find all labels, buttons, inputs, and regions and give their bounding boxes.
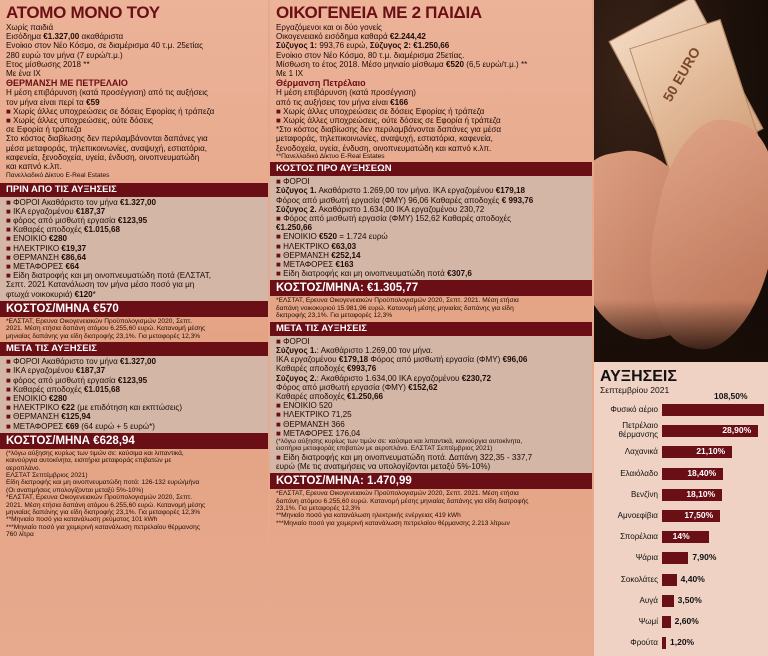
- cost-item: ■ ΜΕΤΑΦΟΡΕΣ €163: [270, 260, 592, 269]
- cost-item: ■ Είδη διατροφής και μη οινοπνευματώδη ποτά (ΕΛΣΤΑΤ,: [0, 271, 268, 280]
- cost-item: ■ ΗΛΕΚΤΡΙΚΟ €22 (με επιδότηση και εκπτώσεις): [0, 403, 268, 412]
- single-before-section: [0, 183, 268, 301]
- chart-category-label: Λαχανικά: [624, 447, 658, 457]
- increases-chart: [594, 362, 768, 656]
- heating-line: Η μέση επιβάρυνση (κατά προσέγγιση) από τις αυξήσεις: [6, 88, 208, 98]
- chart-value-label: 7,90%: [692, 552, 717, 563]
- chart-row: [594, 487, 768, 503]
- cost-item: ■ φόρος από μισθωτή εργασία €123,95: [0, 376, 268, 385]
- cost-item: ■ ΜΕΤΑΦΟΡΕΣ €64: [0, 262, 268, 271]
- chart-category-label: Φυσικό αέριο: [610, 405, 658, 414]
- chart-row: [594, 508, 768, 524]
- chart-value-label: 4,40%: [680, 573, 705, 584]
- chart-value-label: 3,50%: [677, 594, 702, 605]
- family-column: [270, 0, 592, 656]
- heating-line: σε Εφορία ή τράπεζα: [6, 125, 82, 135]
- footnote-line: δαπάνη ατόμου 6.255,60 ευρώ. Κατανομή μέσης μηνιαίας δαπάνης για είδη διατροφής: [276, 497, 529, 505]
- footnote-line: (*λόγω αύξησης κυρίως των τιμών σε: καύσιμα και λιπαντικά, καινούργια αυτοκίνητα,: [276, 437, 523, 445]
- footnote-line: **Μηνιαίο ποσό για κατανάλωση ρεύματος 101 kWh: [6, 516, 158, 524]
- chart-category-label: Πετρέλαιο θέρμανσης: [618, 421, 658, 440]
- intro-line: Εργαζόμενοι και οι δύο γονείς: [276, 23, 382, 32]
- cost-item: ■ Καθαρές αποδοχές €1.015,68: [0, 225, 268, 234]
- family-cost-before-note: [270, 297, 592, 321]
- single-cost-before-note: [0, 318, 268, 342]
- chart-category-label: Αμνοεφίβια: [617, 511, 658, 520]
- footnote-line: μηνιαίας δαπάνης για είδη διατροφής 23,1%. Για μεταφορές 12,3%: [6, 332, 201, 340]
- family-before-band: ΚΟΣΤΟΣ ΠΡΟ ΑΥΞΗΣΕΩΝ: [270, 162, 592, 176]
- cost-line: Φόρος από μισθωτή εργασία (ΦΜΥ) €152,62: [276, 382, 438, 392]
- chart-row: [594, 614, 768, 630]
- cost-line: €1.250,66: [276, 223, 313, 233]
- wallet-photo: [594, 0, 768, 362]
- chart-value-label: 18,40%: [687, 467, 717, 478]
- family-cost-after-band: ΚΟΣΤΟΣ/ΜΗΝΑ: 1.470,99: [270, 473, 592, 489]
- chart-row: [594, 635, 768, 651]
- chart-category-label: Ψωμί: [638, 617, 658, 626]
- family-before-list: [270, 177, 592, 280]
- chart-bar: [662, 637, 666, 649]
- cost-item: ■ Είδη διατροφής και μη οινοπνευματώδη ποτά €307,6: [270, 269, 592, 278]
- chart-row: [594, 593, 768, 609]
- cost-line: φτωχά νοικοκυριά) €120*: [6, 289, 96, 299]
- chart-category-label: Αυγά: [639, 595, 658, 605]
- footnote-line: *ΕΛΣΤΑΤ, Ερευνα Οικογενειακών Προϋπολογισμών 2020, Σεπτ. 2021. Μέση ετήσια: [276, 490, 519, 498]
- single-after-band: ΜΕΤΑ ΤΙΣ ΑΥΞΗΣΕΙΣ: [0, 342, 268, 356]
- chart-bar: [662, 574, 677, 586]
- heating-item: ■ Χωρίς άλλες υποχρεώσεις σε δόσεις Εφορίας ή τράπεζα: [0, 107, 268, 116]
- single-cost-after-note: [0, 450, 268, 539]
- chart-row: [594, 391, 768, 418]
- intro-line: Σύζυγος 1: 993,76 ευρώ, Σύζυγος 2: €1.250,66: [276, 41, 450, 51]
- cost-item: ■ ΗΛΕΚΤΡΙΚΟ €63,03: [270, 242, 592, 251]
- chart-value-label: 21,10%: [696, 446, 726, 457]
- chart-row: [594, 466, 768, 482]
- heating-line: Στο κόστος διαβίωσης δεν περιλαμβάνονται δαπάνες για: [6, 134, 208, 144]
- chart-bar: [662, 404, 764, 416]
- single-cost-after-band: ΚΟΣΤΟΣ/ΜΗΝΑ €628,94: [0, 433, 268, 449]
- family-heating-title: Θέρμανση Πετρέλαιο: [276, 78, 366, 89]
- chart-bar: [662, 552, 688, 564]
- cost-line: Φόρος από μισθωτή εργασία (ΦΜΥ) 96,06 Καθαρές αποδοχές € 993,76: [276, 195, 534, 205]
- heating-item: ■ Χωρίς άλλες υποχρεώσεις, ούτε δόσεις σε Εφορία ή τράπεζα: [270, 116, 592, 125]
- chart-title: ΑΥΞΗΣΕΙΣ: [600, 368, 677, 385]
- single-source: Πανελλαδικό Δίκτυο E-Real Estates: [6, 172, 110, 180]
- single-before-band: ΠΡΙΝ ΑΠΟ ΤΙΣ ΑΥΞΗΣΕΙΣ: [0, 183, 268, 197]
- chart-value-label: 2,60%: [674, 616, 699, 626]
- chart-bar: [662, 595, 674, 607]
- footnote-line: Είδη διατροφής και μη οινοπνευματώδη ποτά: 126-132 ευρώ/μήνα: [6, 479, 200, 487]
- intro-line: Οικογενειακό εισόδημα καθαρά €2.244,42: [276, 32, 426, 42]
- cost-line: Σύζυγος 2. Ακαθάριστο 1.634,00 ΙΚΑ εργαζομένου 230,72: [276, 204, 485, 214]
- chart-row: [594, 529, 768, 545]
- heating-line: τον μήνα είναι περί τα €59: [6, 97, 100, 107]
- intro-line: Μίσθωση το έτος 2018. Μέσο μηνιαίο μίσθωμα €520 (6,5 ευρώ/τ.μ.) **: [276, 59, 528, 69]
- cost-item: ■ ΘΕΡΜΑΝΣΗ €125,94: [0, 412, 268, 421]
- footnote-line: *ΕΛΣΤΑΤ, Ερευνα Οικογενειακών Προϋπολογισμών 2020, Σεπτ.: [6, 317, 193, 325]
- single-person-column: [0, 0, 268, 656]
- single-cost-before-band: ΚΟΣΤΟΣ/ΜΗΝΑ €570: [0, 301, 268, 317]
- cost-item: ■ ΙΚΑ εργαζομένου €187,37: [0, 366, 268, 375]
- cost-line: ευρώ (Με τις ανατιμήσεις να υπολογίζονται μεταξύ 5%-10%): [276, 461, 491, 471]
- footnote-line: ***Μηνιαίο ποσό για χειμερινή κατανάλωση πετρελαίου θέρμανσης 2.213 λίτρων: [276, 519, 510, 527]
- heating-line: και καπνό κ.λπ.: [6, 162, 62, 172]
- chart-row: [594, 444, 768, 460]
- footnote-line: αεροπλάνο.: [6, 464, 41, 472]
- chart-row: [594, 572, 768, 588]
- family-cost-before-band: ΚΟΣΤΟΣ/ΜΗΝΑ: €1.305,77: [270, 280, 592, 296]
- family-cost-after-note: [270, 490, 592, 527]
- intro-line: Ενοίκιο στον Νέο Κόσμο, 80 τ.μ. διαμέρισμα 25ετίας.: [276, 50, 465, 60]
- cost-item: ■ ΕΝΟΙΚΙΟ €280: [0, 394, 268, 403]
- intro-line: Εισόδημα €1.327,00 ακαθάριστα: [6, 32, 124, 42]
- family-after-band: ΜΕΤΑ ΤΙΣ ΑΥΞΗΣΕΙΣ: [270, 322, 592, 336]
- family-before-section: [270, 162, 592, 280]
- cost-item: ■ ΗΛΕΚΤΡΙΚΟ 71,25: [270, 410, 592, 419]
- intro-line: Με 1 ΙΧ: [276, 69, 303, 79]
- footnote-line: (Οι ανατιμήσεις υπολογίζονται μεταξύ 5%-10%): [6, 486, 144, 494]
- wallet-shadow: [594, 300, 768, 362]
- cost-item: ■ ΕΝΟΙΚΙΟ €280: [0, 234, 268, 243]
- cost-item: ■ Καθαρές αποδοχές €1.015,68: [0, 385, 268, 394]
- banknote-label: 50 EURO: [659, 44, 704, 105]
- intro-line: Χωρίς παιδιά: [6, 23, 54, 32]
- single-before-list: [0, 198, 268, 301]
- cost-item: ■ ΦΟΡΟΙ Ακαθάριστο τον μήνα €1.327,00: [0, 198, 268, 207]
- family-source: **Πανελλαδικό Δίκτυο E-Real Estates: [276, 152, 385, 160]
- cost-item: ■ ΕΝΟΙΚΙΟ €520 = 1.724 ευρώ: [270, 232, 592, 241]
- cost-line: Καθαρές αποδοχές €993,76: [276, 364, 377, 374]
- cost-item: ■ ΦΟΡΟΙ: [270, 177, 592, 186]
- cost-item: ■ ΗΛΕΚΤΡΙΚΟ €19,37: [0, 244, 268, 253]
- intro-line: Ετος μίσθωσης 2018 **: [6, 59, 90, 69]
- single-after-section: [0, 342, 268, 433]
- cost-item: ■ ΘΕΡΜΑΝΣΗ 366: [270, 420, 592, 429]
- single-heating-block: [0, 88, 268, 171]
- cost-line: Σύζυγος 1. Ακαθάριστο 1.269,00 τον μήνα. ΙΚΑ εργαζομένου €179,18: [276, 186, 526, 196]
- chart-value-label: 14%: [672, 531, 690, 542]
- right-column: [594, 0, 768, 656]
- family-heating-block: [270, 88, 592, 152]
- heating-line: Η μέση επιβάρυνση (κατά προσέγγιση): [276, 88, 416, 98]
- family-after-list: [270, 337, 592, 473]
- heating-item: ■ Χωρίς άλλες υποχρεώσεις, ούτε δόσεις: [0, 116, 268, 125]
- footnote-line: καινούργια αυτοκίνητα, εισιτήρια μεταφοράς επιβατών με: [6, 457, 172, 465]
- footnote-line: ***Μηνιαίο ποσό για χειμερινή κατανάλωση πετρελαίου θέρμανσης: [6, 523, 201, 531]
- single-heating-title: ΘΕΡΜΑΝΣΗ ΜΕ ΠΕΤΡΕΛΑΙΟ: [6, 78, 128, 89]
- footnote-line: **Μηνιαίο ποσό για κατανάλωση ηλεκτρικής ενέργειας 419 kWh: [276, 512, 461, 520]
- cost-item: ■ ΦΟΡΟΙ: [270, 337, 592, 346]
- cost-line: Καθαρές αποδοχές €1.250,66: [276, 391, 383, 401]
- heating-line: ξενοδοχεία, υγεία, ένδυση, οινοπνευματώδη και καπνό κ.λπ.: [276, 143, 492, 153]
- single-intro: [0, 23, 268, 78]
- cost-line: ΙΚΑ εργαζομένου €179,18 Φόρος από μισθωτή εργασία (ΦΜΥ) €96,06: [276, 355, 528, 365]
- heating-line: μεταφοράς, τηλεπικοινωνίες, αναψυχή, εστιατόρια, καφενεία,: [276, 134, 493, 144]
- chart-value-label: 1,20%: [670, 637, 695, 648]
- footnote-line: 2021. Μέση ετήσια δαπάνη ατόμου 6.255,60 ευρώ. Κατανομή μέσης: [6, 325, 206, 333]
- footnote-line: 2021. Μέση ετήσια δαπάνη ατόμου 6.255,60 ευρώ. Κατανομή μέσης: [6, 501, 206, 509]
- cost-line: Σύζυγος 2.: Ακαθάριστο 1.634,00 ΙΚΑ εργαζομένου €230,72: [276, 373, 491, 383]
- chart-category-label: Σπορέλαια: [620, 532, 658, 542]
- footnote-line: δαπάνη νοικοκυριού 15.981,96 ευρώ. Κατανομή μέσης μηνιαίας δαπάνης για είδη: [276, 304, 514, 312]
- chart-category-label: Βενζίνη: [631, 489, 658, 499]
- cost-item: ■ ΕΝΟΙΚΙΟ 520: [270, 401, 592, 410]
- cost-line: Σεπτ. 2021 Κατανάλωση τον μήνα μέσο ποσό για μη: [6, 280, 195, 290]
- footnote-line: διατροφής 23,1%. Για μεταφορές 12,3%: [276, 312, 393, 320]
- chart-row: [594, 550, 768, 566]
- chart-category-label: Φρούτα: [630, 638, 658, 648]
- cost-item: ■ ΜΕΤΑΦΟΡΕΣ €69 (64 ευρώ + 5 ευρώ*): [0, 422, 268, 431]
- heating-line: από τις αυξήσεις τον μήνα είναι €166: [276, 97, 409, 107]
- cost-item: ■ ΦΟΡΟΙ Ακαθάριστο τον μήνα €1.327,00: [0, 357, 268, 366]
- family-title: ΟΙΚΟΓΕΝΕΙΑ ΜΕ 2 ΠΑΙΔΙΑ: [276, 3, 482, 22]
- chart-category-label: Σοκολάτες: [620, 574, 658, 584]
- chart-category-label: Ελαιόλαδο: [620, 468, 658, 478]
- heating-line: *Στο κόστος διαβίωσης δεν περιλαμβάνονται δαπάνες για μέσα: [276, 125, 502, 135]
- chart-value-label: 17,50%: [684, 510, 714, 520]
- chart-value-label: 18,10%: [686, 488, 716, 499]
- cost-item: ■ ΜΕΤΑΦΟΡΕΣ 176,04: [270, 429, 592, 438]
- family-intro: [270, 23, 592, 78]
- cost-item: ■ Είδη διατροφής και μη οινοπνευματώδη ποτά. Δαπάνη 322,35 - 337,7: [270, 453, 592, 462]
- footnote-line: μηνιαίας δαπάνης για είδη διατροφής 23,1%. Για μεταφορές 12,3%: [6, 508, 201, 516]
- intro-line: Με ένα ΙΧ: [6, 69, 41, 79]
- footnote-line: 760 λίτρα: [6, 531, 34, 539]
- footnote-line: 23,1%. Για μεταφορές 12,3%: [276, 504, 361, 512]
- chart-row: [594, 423, 768, 439]
- intro-line: Ενοίκιο στον Νέο Κόσμο, σε διαμέρισμα 40 τ.μ. 25ετίας: [6, 41, 204, 51]
- intro-line: 280 ευρώ τον μήνα (7 ευρώ/τ.μ.): [6, 50, 123, 60]
- cost-item: ■ Φόρος από μισθωτή εργασία (ΦΜΥ) 152,62 Καθαρές αποδοχές: [270, 214, 592, 223]
- chart-value-label: 108,50%: [714, 391, 748, 401]
- chart-value-label: 28,90%: [722, 425, 752, 436]
- single-title: ΑΤΟΜΟ ΜΟΝΟ ΤΟΥ: [6, 3, 160, 22]
- cost-item: ■ ΘΕΡΜΑΝΣΗ €86,64: [0, 253, 268, 262]
- cost-line: Σύζυγος 1.: Ακαθάριστο 1.269,00 τον μήνα.: [276, 345, 433, 355]
- heating-item: ■ Χωρίς άλλες υποχρεώσεις σε δόσεις Εφορίας ή τράπεζα: [270, 107, 592, 116]
- cost-item: ■ φόρος από μισθωτή εργασία €123,95: [0, 216, 268, 225]
- cost-item: ■ ΘΕΡΜΑΝΣΗ €252,14: [270, 251, 592, 260]
- footnote-line: *ΕΛΣΤΑΤ, Ερευνα Οικογενειακών Προϋπολογισμών 2020, Σεπτ. 2021. Μέση ετήσια: [276, 297, 519, 305]
- family-after-section: [270, 322, 592, 473]
- chart-category-label: Ψάρια: [635, 553, 658, 563]
- single-after-list: [0, 357, 268, 433]
- footnote-line: ΕΛΣΤΑΤ Σεπτέμβριος 2021): [6, 471, 88, 479]
- footnote-line: (*λόγω αύξησης κυρίως των τιμών σε: καύσιμα και λιπαντικά,: [6, 449, 184, 457]
- footnote-line: εισιτήρια μεταφοράς επιβατών με αεροπλάνο. ΕΛΣΤΑΤ Σεπτέμβριος 2021): [276, 445, 493, 453]
- footnote-line: *ΕΛΣΤΑΤ, Ερευνα Οικογενειακών Προϋπολογισμών 2020, Σεπτ.: [6, 494, 193, 502]
- heating-line: καφενεία, ξενοδοχεία, υγεία, ένδυση, οινοπνευματώδη: [6, 152, 200, 162]
- heating-line: μέσα μεταφοράς, τηλεπικοινωνίες, αναψυχή, εστιατόρια,: [6, 143, 208, 153]
- cost-item: ■ ΙΚΑ εργαζομένου €187,37: [0, 207, 268, 216]
- chart-bar: [662, 616, 671, 628]
- chart-subtitle: Σεπτεμβρίου 2021: [600, 385, 670, 395]
